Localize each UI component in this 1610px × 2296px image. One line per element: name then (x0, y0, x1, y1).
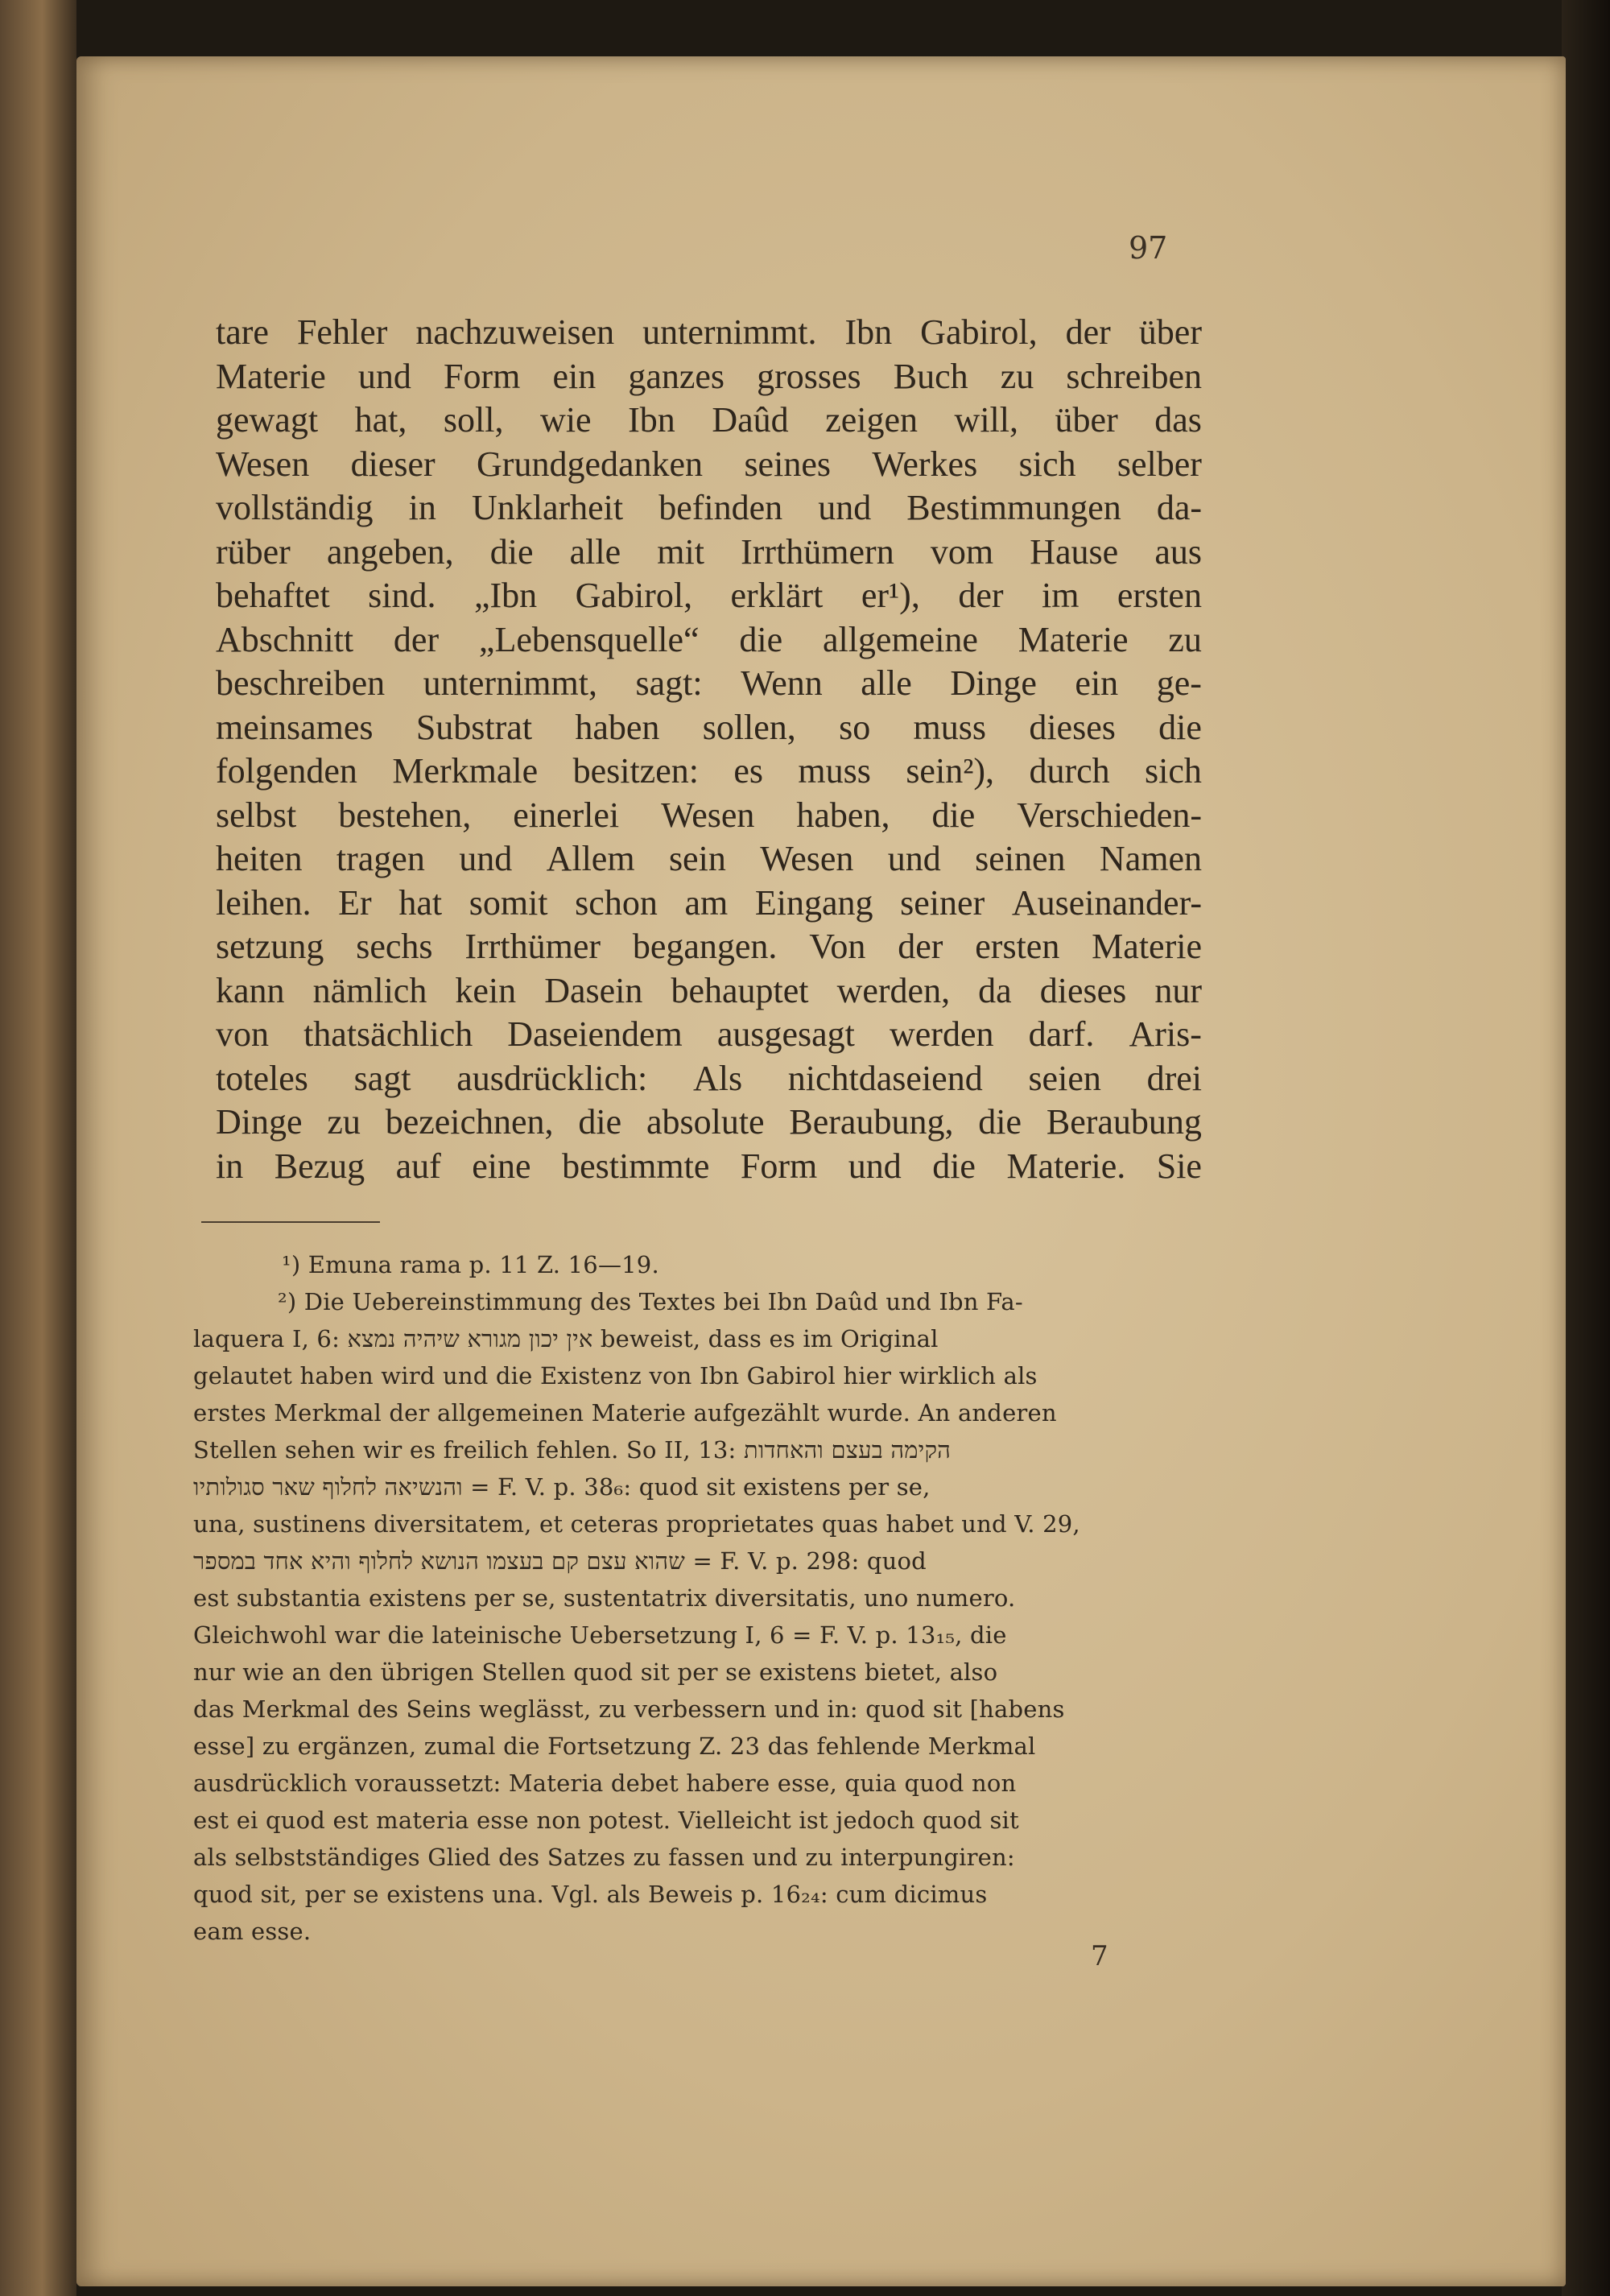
body-line: tare Fehler nachzuweisen unternimmt. Ibn Gabirol, der über (216, 312, 1202, 352)
body-line: selbst bestehen, einerlei Wesen haben, die Verschieden- (216, 795, 1202, 835)
body-line: heiten tragen und Allem sein Wesen und seinen Namen (216, 839, 1202, 878)
body-text (216, 311, 1202, 1188)
footnote-line: esse] zu ergänzen, zumal die Fortsetzung Z. 23 das fehlende Merkmal (193, 1732, 1036, 1760)
body-line: rüber angeben, die alle mit Irrthümern vom Hause aus (216, 531, 1202, 572)
footnote-line: laquera I, 6: אין יכון מגורא שיהיה נמצא beweist, dass es im Original (193, 1325, 939, 1352)
body-line: von thatsächlich Daseiendem ausgesagt werden darf. Aris- (216, 1014, 1202, 1054)
body-line: meinsames Substrat haben sollen, so muss dieses die (216, 707, 1202, 747)
footnote-line: שהוא עצם קם בעצמו הנושא לחלוף והיא אחד במספר = F. V. p. 298: quod (193, 1547, 927, 1575)
body-line: Abschnitt der „Lebensquelle“ die allgemeine Materie zu (216, 619, 1202, 659)
body-line: Dinge zu bezeichnen, die absolute Beraubung, die Beraubung (216, 1102, 1202, 1142)
footnote-line: Stellen sehen wir es freilich fehlen. So II, 13: הקימה בעצם והאחדות (193, 1436, 952, 1464)
footnote-line: das Merkmal des Seins weglässt, zu verbessern und in: quod sit [habens (193, 1695, 1065, 1723)
footnote-line: est substantia existens per se, sustentatrix diversitatis, uno numero. (193, 1584, 1016, 1612)
footnote-line: ²) Die Uebereinstimmung des Textes bei Ibn Daûd und Ibn Fa- (278, 1288, 1023, 1315)
body-line: behaftet sind. „Ibn Gabirol, erklärt er¹), der im ersten (216, 576, 1202, 615)
body-line: kann nämlich kein Dasein behauptet werden, da dieses nur (216, 970, 1202, 1010)
footnotes (193, 1246, 1203, 1950)
body-line: Materie und Form ein ganzes grosses Buch zu schreiben (216, 356, 1202, 396)
footnote-line: quod sit, per se existens una. Vgl. als Beweis p. 16₂₄: cum dicimus (193, 1881, 988, 1908)
body-line: in Bezug auf eine bestimmte Form und die Materie. Sie (216, 1146, 1202, 1186)
footnote-line: erstes Merkmal der allgemeinen Materie aufgezählt wurde. An anderen (193, 1399, 1057, 1427)
footnote-line: ¹) Emuna rama p. 11 Z. 16—19. (282, 1251, 659, 1278)
body-line: toteles sagt ausdrücklich: Als nichtdaseiend seien drei (216, 1058, 1202, 1098)
footnote-line: est ei quod est materia esse non potest. Vielleicht ist jedoch quod sit (193, 1807, 1019, 1834)
footnote-line: una, sustinens diversitatem, et ceteras proprietates quas habet und V. 29, (193, 1510, 1080, 1538)
footnote-line: ausdrücklich voraussetzt: Materia debet habere esse, quia quod non (193, 1769, 1017, 1797)
signature-mark: 7 (1091, 1940, 1108, 1972)
book-binding-edge (0, 0, 76, 2296)
footnote-separator-rule (201, 1221, 380, 1223)
body-line: setzung sechs Irrthümer begangen. Von der ersten Materie (216, 927, 1202, 966)
page-number: 97 (1129, 230, 1168, 266)
body-line: vollständig in Unklarheit befinden und Bestimmungen da- (216, 488, 1202, 527)
footnote-line: Gleichwohl war die lateinische Uebersetzung I, 6 = F. V. p. 13₁₅, die (193, 1621, 1007, 1649)
footnote-line: eam esse. (193, 1918, 312, 1945)
footnote-line: gelautet haben wird und die Existenz von Ibn Gabirol hier wirklich als (193, 1362, 1038, 1390)
body-line: beschreiben unternimmt, sagt: Wenn alle Dinge ein ge- (216, 663, 1202, 703)
body-line: Wesen dieser Grundgedanken seines Werkes sich selber (216, 444, 1202, 484)
body-line: leihen. Er hat somit schon am Eingang seiner Auseinander- (216, 882, 1202, 923)
book-cover-edge (1562, 0, 1610, 2296)
body-line: folgenden Merkmale besitzen: es muss sein²), durch sich (216, 751, 1202, 791)
body-line: gewagt hat, soll, wie Ibn Daûd zeigen will, über das (216, 400, 1202, 440)
footnote-line: nur wie an den übrigen Stellen quod sit per se existens bietet, also (193, 1658, 998, 1686)
footnote-line: והנשיאה לחלוף שאר סגולותיו = F. V. p. 38₆: quod sit existens per se, (193, 1473, 931, 1501)
footnote-line: als selbstständiges Glied des Satzes zu fassen und zu interpungiren: (193, 1844, 1015, 1871)
